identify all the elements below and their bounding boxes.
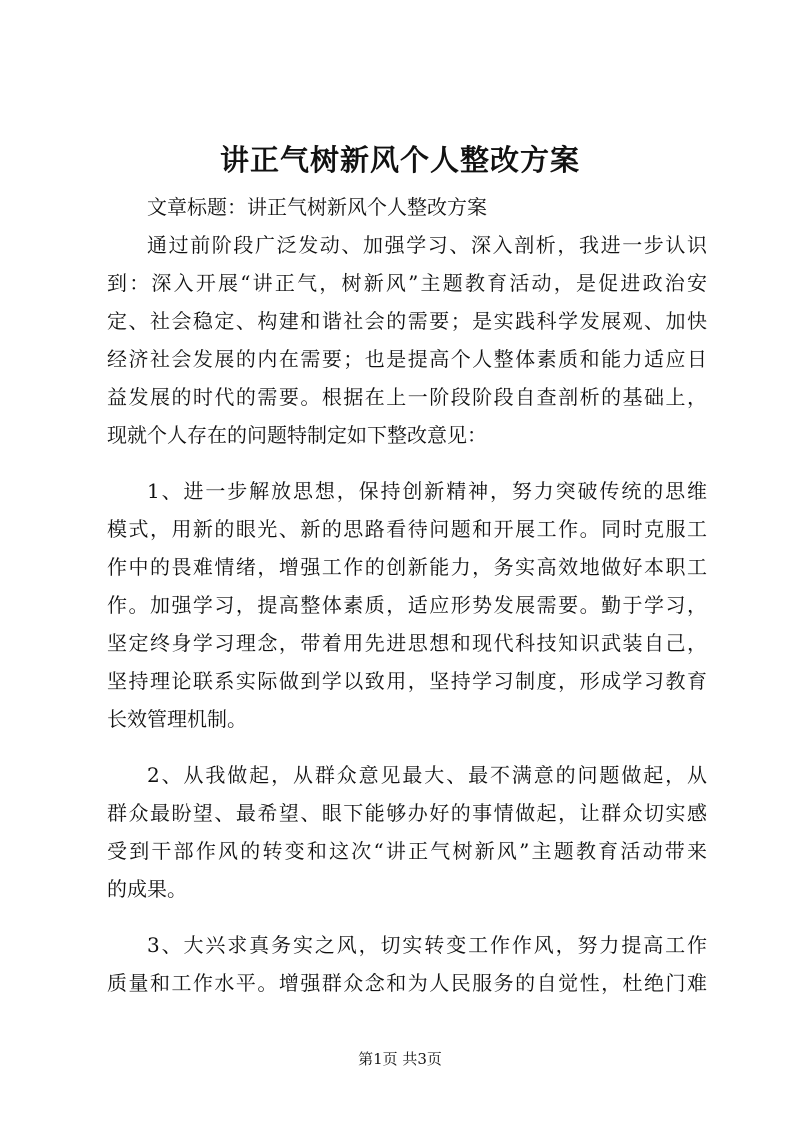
paragraph-line: 长效管理机制。 (107, 707, 247, 731)
paragraph-line: 3、大兴求真务实之风，切实转变工作作风，努力提高工作 (147, 933, 707, 957)
page-footer: 第1页 共3页 (358, 1050, 442, 1068)
paragraph-line: 坚持理论联系实际做到学以致用，坚持学习制度，形成学习教育 (107, 669, 707, 693)
paragraph-line: 作中的畏难情绪，增强工作的创新能力，务实高效地做好本职工 (107, 555, 707, 579)
paragraph-intro (107, 226, 707, 454)
paragraph-line: 现就个人存在的问题特制定如下整改意见： (107, 423, 487, 447)
paragraph-line: 作。加强学习，提高整体素质，适应形势发展需要。勤于学习， (107, 593, 707, 617)
paragraph-line: 通过前阶段广泛发动、加强学习、深入剖析，我进一步认识 (147, 233, 707, 257)
paragraph-line: 益发展的时代的需要。根据在上一阶段阶段自查剖析的基础上， (107, 385, 707, 409)
paragraph-line: 1、进一步解放思想，保持创新精神，努力突破传统的思维 (147, 479, 707, 503)
paragraph-line: 定、社会稳定、构建和谐社会的需要；是实践科学发展观、加快 (107, 309, 707, 333)
paragraph-item-3 (107, 926, 707, 1002)
paragraph-line: 受到干部作风的转变和这次“讲正气树新风”主题教育活动带来 (107, 839, 707, 863)
subtitle-paragraph (107, 188, 707, 226)
paragraph-line: 经济社会发展的内在需要；也是提高个人整体素质和能力适应日 (107, 347, 707, 371)
paragraph-line: 到：深入开展“讲正气，树新风”主题教育活动，是促进政治安 (107, 271, 707, 295)
subtitle-line: 文章标题：讲正气树新风个人整改方案 (147, 195, 487, 219)
paragraph-item-1 (107, 472, 707, 738)
paragraph-line: 质量和工作水平。增强群众念和为人民服务的自觉性，杜绝门难 (107, 971, 707, 995)
document-body (107, 188, 707, 1002)
paragraph-line: 2、从我做起，从群众意见最大、最不满意的问题做起，从 (147, 763, 707, 787)
paragraph-line: 群众最盼望、最希望、眼下能够办好的事情做起，让群众切实感 (107, 801, 707, 825)
paragraph-line: 坚定终身学习理念，带着用先进思想和现代科技知识武装自己， (107, 631, 707, 655)
paragraph-line: 模式，用新的眼光、新的思路看待问题和开展工作。同时克服工 (107, 517, 707, 541)
paragraph-item-2 (107, 756, 707, 908)
paragraph-line: 的成果。 (107, 877, 187, 901)
document-title: 讲正气树新风个人整改方案 (219, 143, 580, 177)
